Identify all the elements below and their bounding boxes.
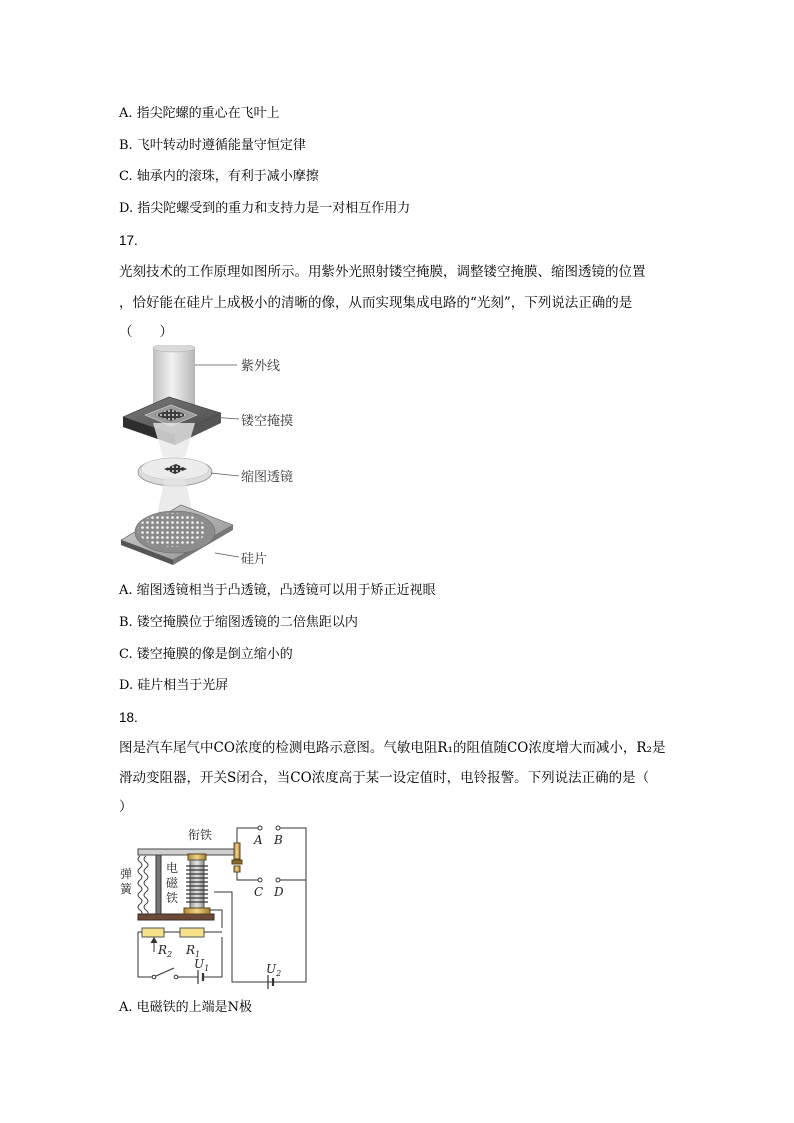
- label-u1: $U_1$: [194, 957, 210, 973]
- label-contact-a: A: [254, 833, 263, 847]
- label-mask: 镂空掩摸: [241, 414, 294, 429]
- label-contact-d: D: [274, 885, 284, 899]
- label-spring-char-2: 簧: [120, 882, 133, 896]
- co-detector-circuit-figure: [118, 822, 314, 990]
- label-contact-b: B: [274, 833, 283, 847]
- q16-option-a: A. 指尖陀螺的重心在飞叶上: [119, 106, 280, 121]
- q18-option-a: A. 电磁铁的上端是N极: [119, 1000, 253, 1015]
- label-electromagnet-char-1: 电: [166, 861, 179, 875]
- label-r1: $R_1$: [186, 943, 201, 959]
- q17-stem-line-3: （ ）: [119, 324, 173, 340]
- label-uv: 紫外线: [241, 359, 281, 374]
- photolithography-figure: [115, 345, 315, 570]
- q17-option-d: D. 硅片相当于光屏: [119, 678, 229, 693]
- q16-option-c: C. 轴承内的滚珠，有利于减小摩擦: [119, 169, 319, 184]
- label-r2: $R_2$: [158, 943, 173, 959]
- resistor-r1: [180, 928, 204, 937]
- label-armature: 衔铁: [188, 828, 213, 842]
- q17-stem-line-1: 光刻技术的工作原理如图所示。用紫外光照射镂空掩膜，调整镂空掩膜、缩图透镜的位置: [119, 264, 646, 280]
- label-lens: 缩图透镜: [241, 470, 294, 485]
- q17-stem-line-2: ，恰好能在硅片上成极小的清晰的像，从而实现集成电路的“光刻”，下列说法正确的是: [119, 295, 633, 311]
- q18-stem-line-1: 图是汽车尾气中CO浓度的检测电路示意图。气敏电阻R₁的阻值随CO浓度增大而减小，R₂是: [119, 740, 666, 756]
- label-electromagnet-char-3: 铁: [166, 891, 179, 905]
- label-wafer: 硅片: [241, 552, 268, 567]
- q17-option-b: B. 镂空掩膜位于缩图透镜的二倍焦距以内: [119, 615, 358, 630]
- q17-number: 17.: [119, 233, 138, 248]
- label-contact-c: C: [254, 885, 264, 899]
- spring-coil: [138, 856, 142, 916]
- resistor-r2: [142, 928, 164, 937]
- q18-stem-line-3: ）: [119, 799, 133, 815]
- q16-option-d: D. 指尖陀螺受到的重力和支持力是一对相互作用力: [119, 201, 411, 216]
- q18-number: 18.: [119, 710, 138, 725]
- label-spring-char-1: 弹: [120, 867, 133, 881]
- label-electromagnet-char-2: 磁: [166, 876, 179, 890]
- q18-stem-line-2: 滑动变阻器，开关S闭合，当CO浓度高于某一设定值时，电铃报警。下列说法正确的是（: [119, 770, 650, 786]
- q17-option-c: C. 镂空掩膜的像是倒立缩小的: [119, 647, 293, 662]
- q16-option-b: B. 飞叶转动时遵循能量守恒定律: [119, 138, 306, 153]
- label-u2: $U_2$: [266, 962, 282, 978]
- wafer-plate: [121, 505, 233, 565]
- label-electromagnet: [166, 860, 179, 905]
- label-spring: [120, 867, 133, 896]
- q17-option-a: A. 缩图透镜相当于凸透镜，凸透镜可以用于矫正近视眼: [119, 583, 436, 598]
